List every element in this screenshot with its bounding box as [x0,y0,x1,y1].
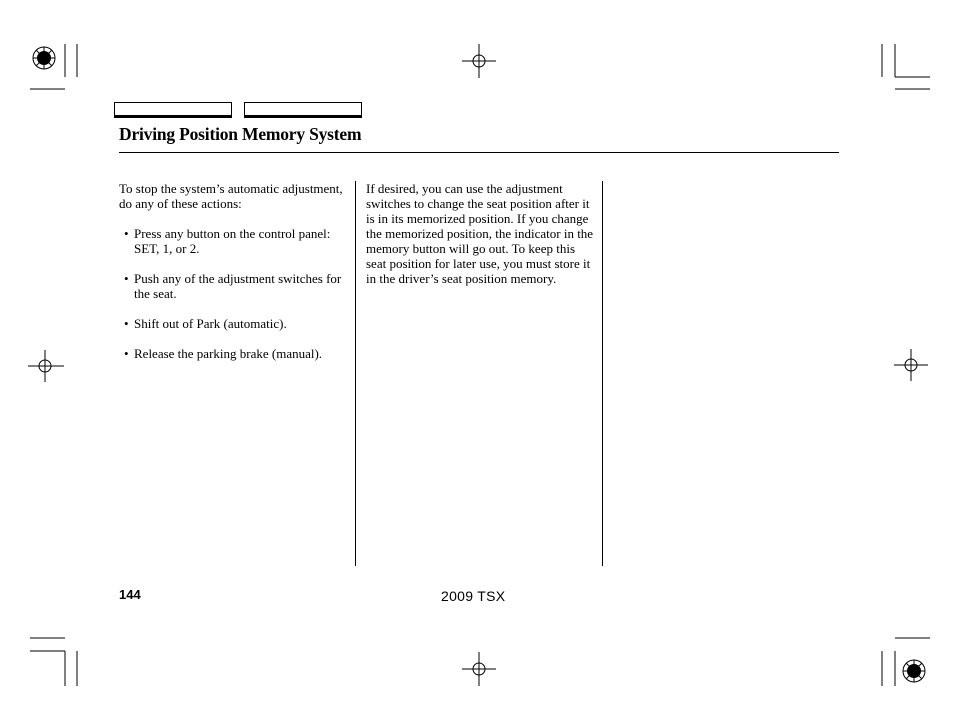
registration-mark-icon [876,636,932,688]
crosshair-icon [28,350,66,382]
crop-mark-icon [28,636,84,688]
crosshair-icon [462,652,496,686]
page-number: 144 [119,587,141,602]
model-label: 2009 TSX [441,588,506,604]
nav-tab-box [244,102,362,118]
column-divider [602,181,603,566]
crosshair-icon [462,44,496,78]
list-item: • Shift out of Park (automatic). [124,316,287,331]
body-paragraph: If desired, you can use the adjustment switches to change the seat position after it is in its memorized position. If you change the memorized position, the indicator in the memory button will go out. To keep this seat position for later use, you must store it in the driver’s seat position memory. [366,181,594,286]
crosshair-icon [894,349,930,381]
crop-mark-icon [876,42,932,94]
list-item: • Release the parking brake (manual). [124,346,323,361]
nav-tab-box [114,102,232,118]
bullet-icon: • [124,271,129,286]
section-title: Driving Position Memory System [119,124,362,144]
title-rule [119,152,839,153]
intro-text: To stop the system’s automatic adjustment, do any of these actions: [119,181,343,211]
list-item: • Push any of the adjustment switches for the seat. [124,271,342,301]
bullet-icon: • [124,226,129,241]
middle-column [366,181,594,286]
list-item: • Press any button on the control panel: SET, 1, or 2. [124,226,331,256]
registration-mark-icon [28,42,98,94]
bullet-icon: • [124,346,129,361]
bullet-icon: • [124,316,129,331]
left-column [119,181,345,361]
column-divider [355,181,356,566]
bullet-list [119,226,345,361]
